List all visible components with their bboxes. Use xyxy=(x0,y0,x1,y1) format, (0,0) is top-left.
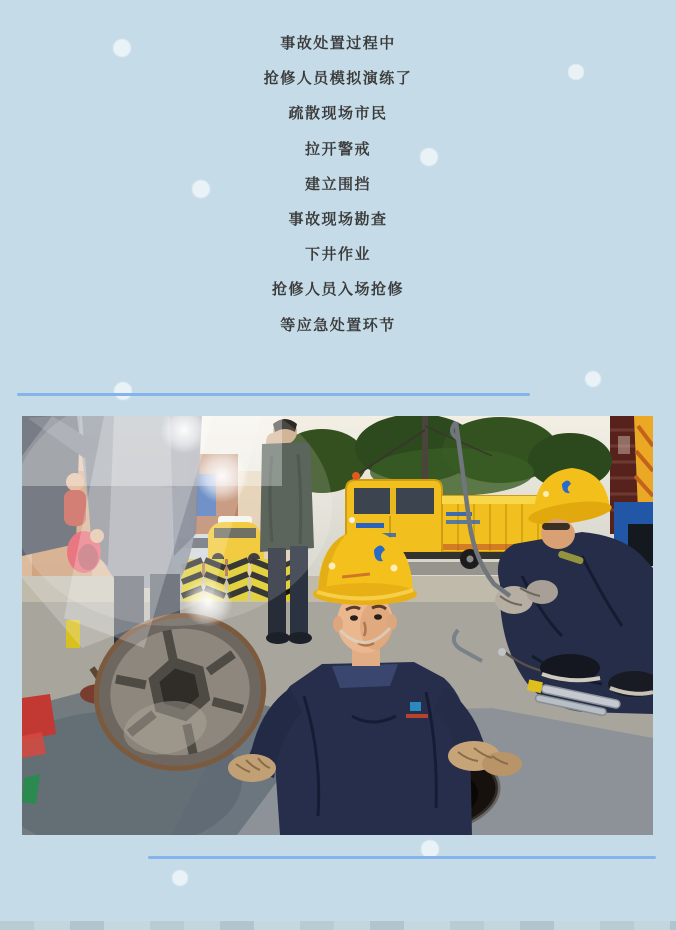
article-line: 抢修人员模拟演练了 xyxy=(263,70,413,88)
photo-illustration xyxy=(22,416,653,835)
article-line: 事故现场勘查 xyxy=(288,211,388,229)
article-line: 疏散现场市民 xyxy=(288,105,388,123)
decor-dot xyxy=(585,371,601,387)
article-line: 等应急处置环节 xyxy=(280,316,396,334)
article-line: 拉开警戒 xyxy=(304,140,371,158)
decor-dot xyxy=(172,870,188,886)
decor-dot xyxy=(114,382,132,400)
article-line: 建立围挡 xyxy=(304,175,371,193)
article-line: 事故处置过程中 xyxy=(280,35,396,52)
emergency-drill-photo[interactable] xyxy=(22,416,653,835)
article-line: 抢修人员入场抢修 xyxy=(271,281,404,299)
article-line: 下井作业 xyxy=(304,246,371,264)
next-image-top-edge xyxy=(0,921,676,930)
article-text-block xyxy=(0,26,676,343)
divider-top xyxy=(17,393,530,396)
divider-bottom xyxy=(148,856,656,859)
